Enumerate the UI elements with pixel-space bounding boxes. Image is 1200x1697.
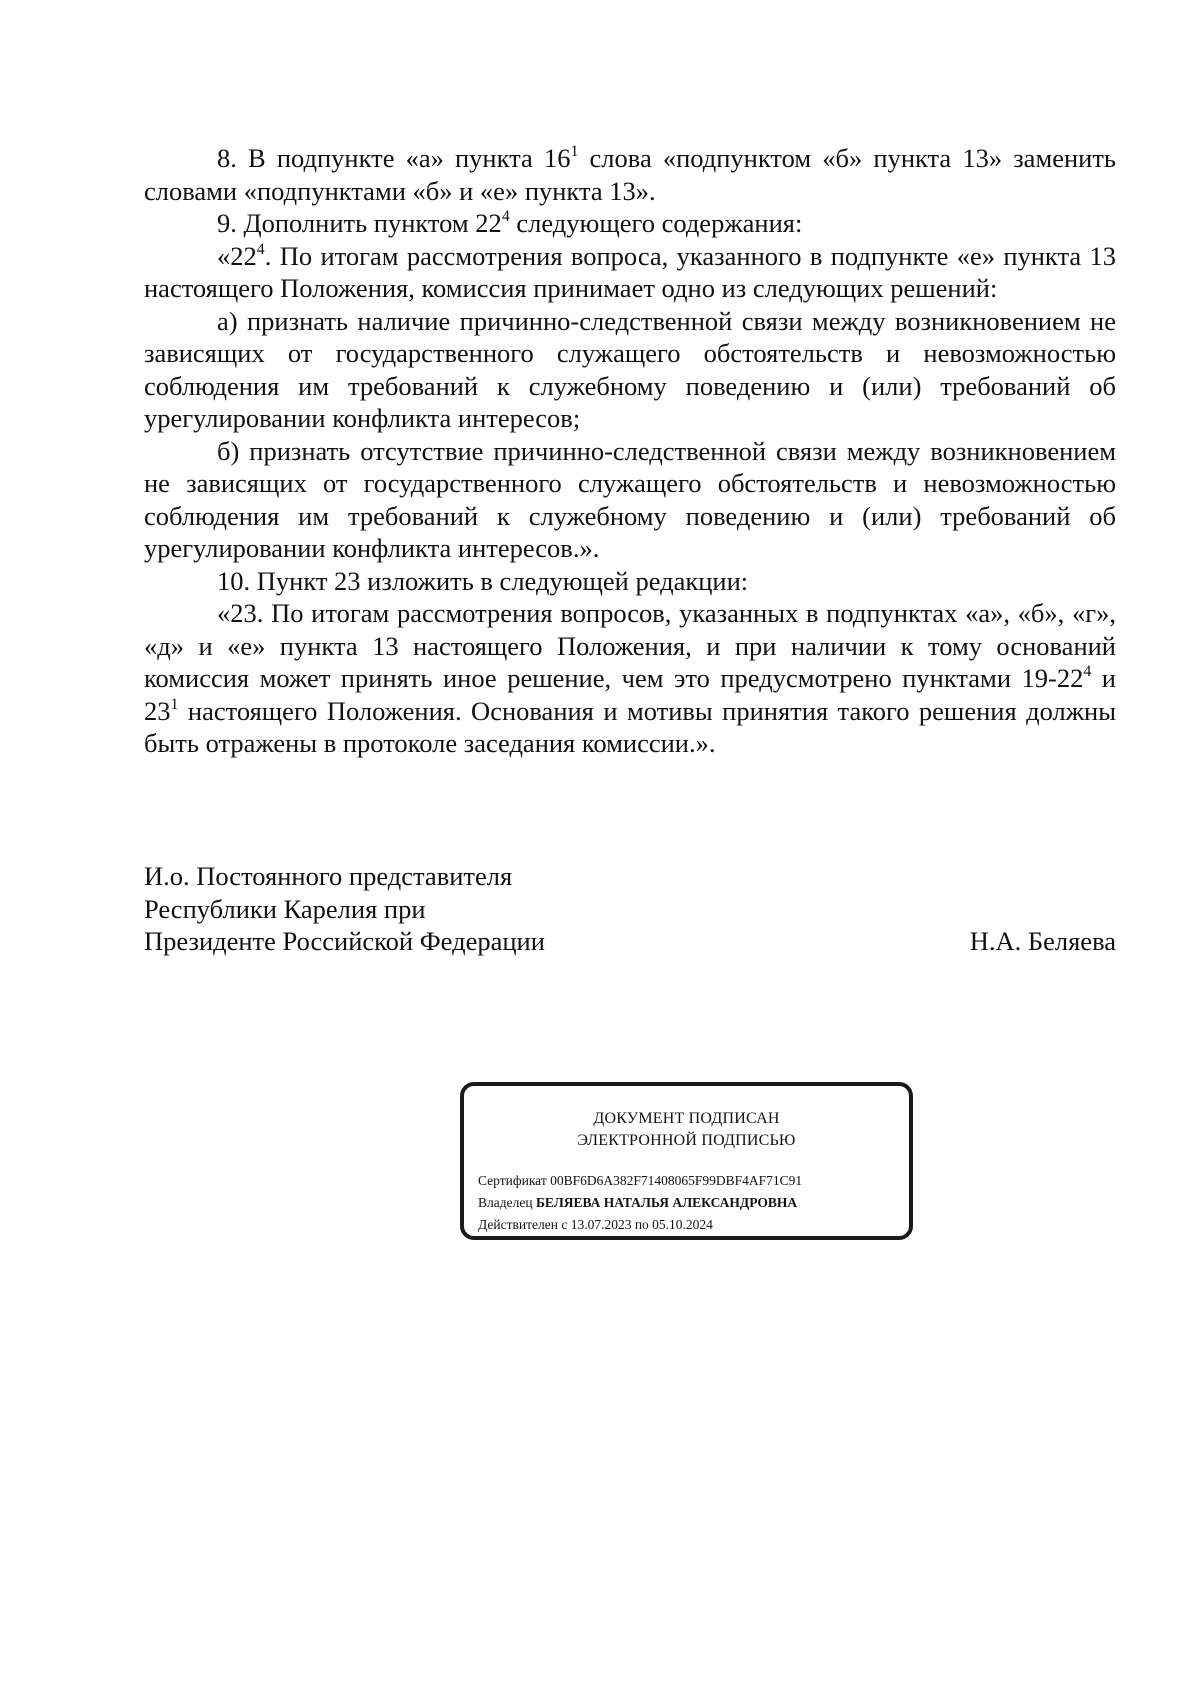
- paragraph-9-item-a: а) признать наличие причинно-следственной связи между возникновением не зависящих от государственного служащего обстоятельств и невозможностью соблюдения им требований к служебному поведению и (или) требований об урегулировании конфликта интересов;: [144, 305, 1116, 433]
- stamp-owner-value: БЕЛЯЕВА НАТАЛЬЯ АЛЕКСАНДРОВНА: [535, 1195, 798, 1210]
- stamp-validity-row: [478, 1214, 802, 1236]
- document-body: [144, 142, 1116, 760]
- stamp-valid-to-label: по: [634, 1217, 649, 1232]
- paragraph-9: 9. Дополнить пунктом $22^4$ следующего содержания:: [217, 208, 803, 238]
- stamp-valid-from-label: с: [561, 1217, 568, 1232]
- signature-block: [144, 860, 1116, 958]
- stamp-valid-to: 05.10.2024: [652, 1217, 713, 1232]
- electronic-signature-stamp: [460, 1082, 913, 1240]
- stamp-details: [478, 1170, 802, 1236]
- stamp-title: [464, 1108, 909, 1152]
- paragraph-8: 8. В подпункте «а» пункта $16^1$ слова «подпунктом «б» пункта 13» заменить словами «подпунктами «б» и «е» пункта 13».: [144, 143, 1117, 206]
- signature-position-line-1: И.о. Постоянного представителя: [144, 861, 513, 891]
- paragraph-10-quote: «23. По итогам рассмотрения вопросов, указанных в подпунктах «а», «б», «г», «д» и «е» пункта 13 настоящего Положения, и при наличии к тому оснований комиссия может принять иное решение, чем это предусмотрено пунктами $19-22^4$ и $23^1$ настоящего Положения. Основания и мотивы принятия такого решения должны быть отражены в протоколе заседания комиссии.».: [144, 598, 1116, 758]
- signature-position-line-2: Республики Карелия при: [144, 893, 426, 924]
- stamp-certificate-label: Сертификат: [478, 1173, 547, 1188]
- stamp-certificate-row: [478, 1170, 802, 1192]
- stamp-owner-row: [478, 1192, 802, 1214]
- signatory-name: Н.А. Беляева: [969, 926, 1116, 956]
- paragraph-9-item-b: б) признать отсутствие причинно-следственной связи между возникновением не зависящих от государственного служащего обстоятельств и невозможностью соблюдения им требований к служебному поведению и (или) требований об урегулировании конфликта интересов.».: [144, 435, 1116, 563]
- stamp-valid-from: 13.07.2023: [570, 1217, 632, 1232]
- stamp-owner-label: Владелец: [478, 1195, 533, 1210]
- paragraph-9-quote: «$22^4$. По итогам рассмотрения вопроса, указанного в подпункте «е» пункта 13 настоящего Положения, комиссия принимает одно из следующих решений:: [144, 240, 1116, 303]
- stamp-certificate-value: 00BF6D6A382F71408065F99DBF4AF71C91: [550, 1173, 803, 1188]
- paragraph-10: 10. Пункт 23 изложить в следующей редакции:: [217, 565, 749, 596]
- signature-position-line-3: Президенте Российской Федерации: [144, 926, 545, 956]
- stamp-valid-label: Действителен: [478, 1217, 558, 1232]
- stamp-title-line-2: ЭЛЕКТРОННОЙ ПОДПИСЬЮ: [577, 1132, 796, 1149]
- stamp-title-line-1: ДОКУМЕНТ ПОДПИСАН: [593, 1110, 780, 1127]
